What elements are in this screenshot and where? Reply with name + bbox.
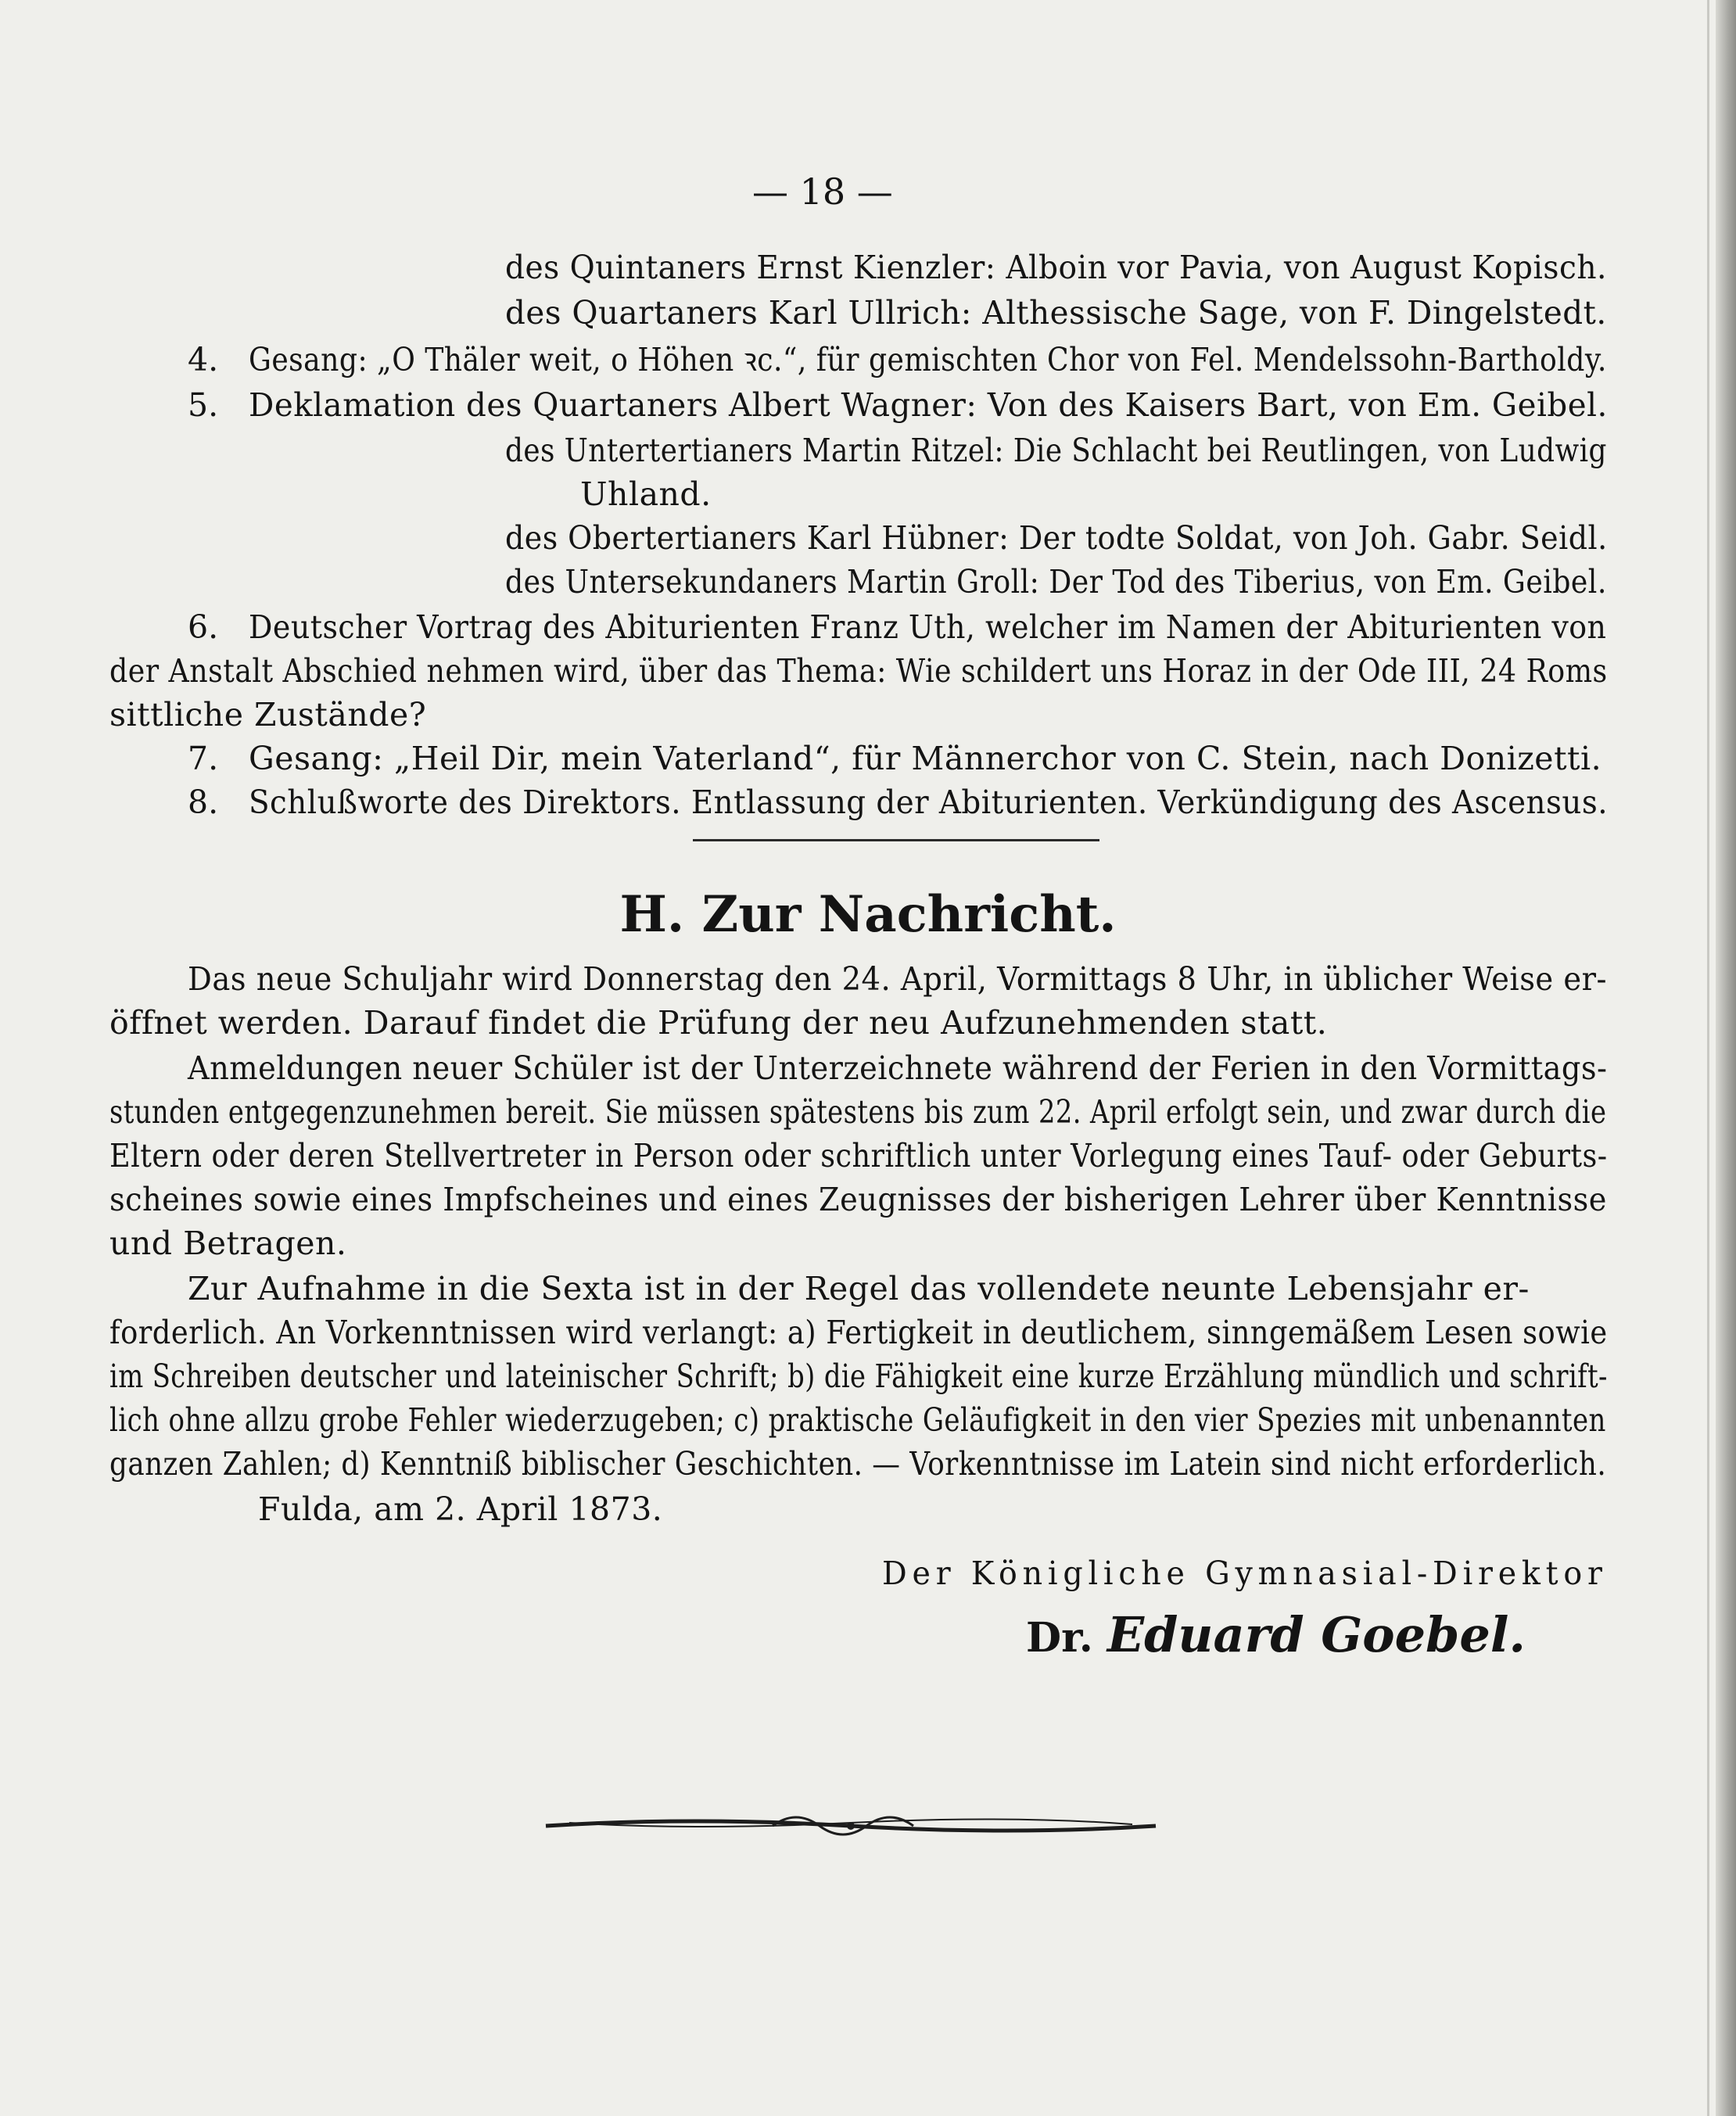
program-line: des Untersekundaners Martin Groll: Der Tod des Tiberius, von Em. Geibel. (505, 563, 1607, 601)
program-line: Deklamation des Quartaners Albert Wagner: Von des Kaisers Bart, von Em. Geibel. (249, 386, 1608, 424)
program-line: Deutscher Vortrag des Abiturienten Franz Uth, welcher im Namen der Abiturienten von (249, 608, 1607, 646)
signatory-title: Der Königliche Gymnasial-Direktor (882, 1555, 1608, 1592)
program-line: der Anstalt Abschied nehmen wird, über das Thema: Wie schildert uns Horaz in der Ode III, 24 Roms (109, 652, 1608, 690)
program-line: des Quintaners Ernst Kienzler: Alboin vor Pavia, von August Kopisch. (505, 249, 1607, 286)
notice-line: scheines sowie eines Impfscheines und eines Zeugnisses der bisherigen Lehrer über Kenntnisse (109, 1181, 1607, 1218)
notice-line: ganzen Zahlen; d) Kenntniß biblischer Geschichten. — Vorkenntnisse im Latein sind nicht erforderlich. (109, 1445, 1607, 1483)
program-line: Gesang: „Heil Dir, mein Vaterland“, für Männerchor von C. Stein, nach Donizetti. (249, 740, 1602, 777)
program-line: Schlußworte des Direktors. Entlassung der Abiturienten. Verkündigung des Ascensus. (249, 784, 1609, 821)
notice-line: Das neue Schuljahr wird Donnerstag den 24. April, Vormittags 8 Uhr, in üblicher Weise er- (188, 960, 1607, 998)
program-line: des Quartaners Karl Ullrich: Althessische Sage, von F. Dingelstedt. (505, 294, 1607, 332)
program-line: des Obertertianers Karl Hübner: Der todte Soldat, von Joh. Gabr. Seidl. (505, 519, 1608, 557)
program-line: Uhland. (580, 475, 712, 513)
program-line: Gesang: „O Thäler weit, o Höhen ꝛc.“, für gemischten Chor von Fel. Mendelssohn-Bartholdy. (249, 341, 1607, 378)
page-edge-shadow (1707, 0, 1709, 2116)
notice-line: Anmeldungen neuer Schüler ist der Unterzeichnete während der Ferien in den Vormittags- (188, 1049, 1608, 1087)
notice-line: lich ohne allzu grobe Fehler wiederzugeben; c) praktische Geläufigkeit in den vier Spezies mit unbenannten (109, 1401, 1606, 1439)
notice-line: Eltern oder deren Stellvertreter in Person oder schriftlich unter Vorlegung eines Tauf- oder Geburts- (109, 1137, 1608, 1175)
program-item-number: 7. (188, 740, 219, 777)
signature-prefix: Dr. (1026, 1614, 1093, 1662)
notice-line: im Schreiben deutscher und lateinischer Schrift; b) die Fähigkeit eine kurze Erzählung mündlich und schrift- (109, 1357, 1608, 1395)
section-heading: H. Zur Nachricht. (619, 885, 1117, 944)
program-line: des Untertertianers Martin Ritzel: Die Schlacht bei Reutlingen, von Ludwig (505, 432, 1607, 469)
program-item-number: 6. (188, 608, 219, 646)
notice-line: Zur Aufnahme in die Sexta ist in der Regel das vollendete neunte Lebensjahr er- (188, 1270, 1530, 1307)
notice-line: forderlich. An Vorkenntnissen wird verlangt: a) Fertigkeit in deutlichem, sinngemäßem Lesen sowie (109, 1314, 1608, 1351)
program-item-number: 8. (188, 784, 219, 821)
notice-line: stunden entgegenzunehmen bereit. Sie müssen spätestens bis zum 22. April erfolgt sein, und zwar durch die (109, 1093, 1607, 1131)
signature-name: Eduard Goebel. (1107, 1606, 1526, 1663)
program-line: sittliche Zustände? (109, 696, 427, 733)
notice-line: öffnet werden. Darauf findet die Prüfung der neu Aufzunehmenden statt. (109, 1004, 1328, 1042)
dateline: Fulda, am 2. April 1873. (258, 1490, 663, 1528)
signature (1026, 1606, 1526, 1663)
page-number: — 18 — (752, 170, 893, 213)
notice-line: und Betragen. (109, 1225, 347, 1262)
section-divider (693, 839, 1099, 841)
fleuron-ornament (538, 1802, 1164, 1849)
program-item-number: 5. (188, 386, 219, 424)
program-item-number: 4. (188, 341, 219, 378)
page-edge (1716, 0, 1736, 2116)
